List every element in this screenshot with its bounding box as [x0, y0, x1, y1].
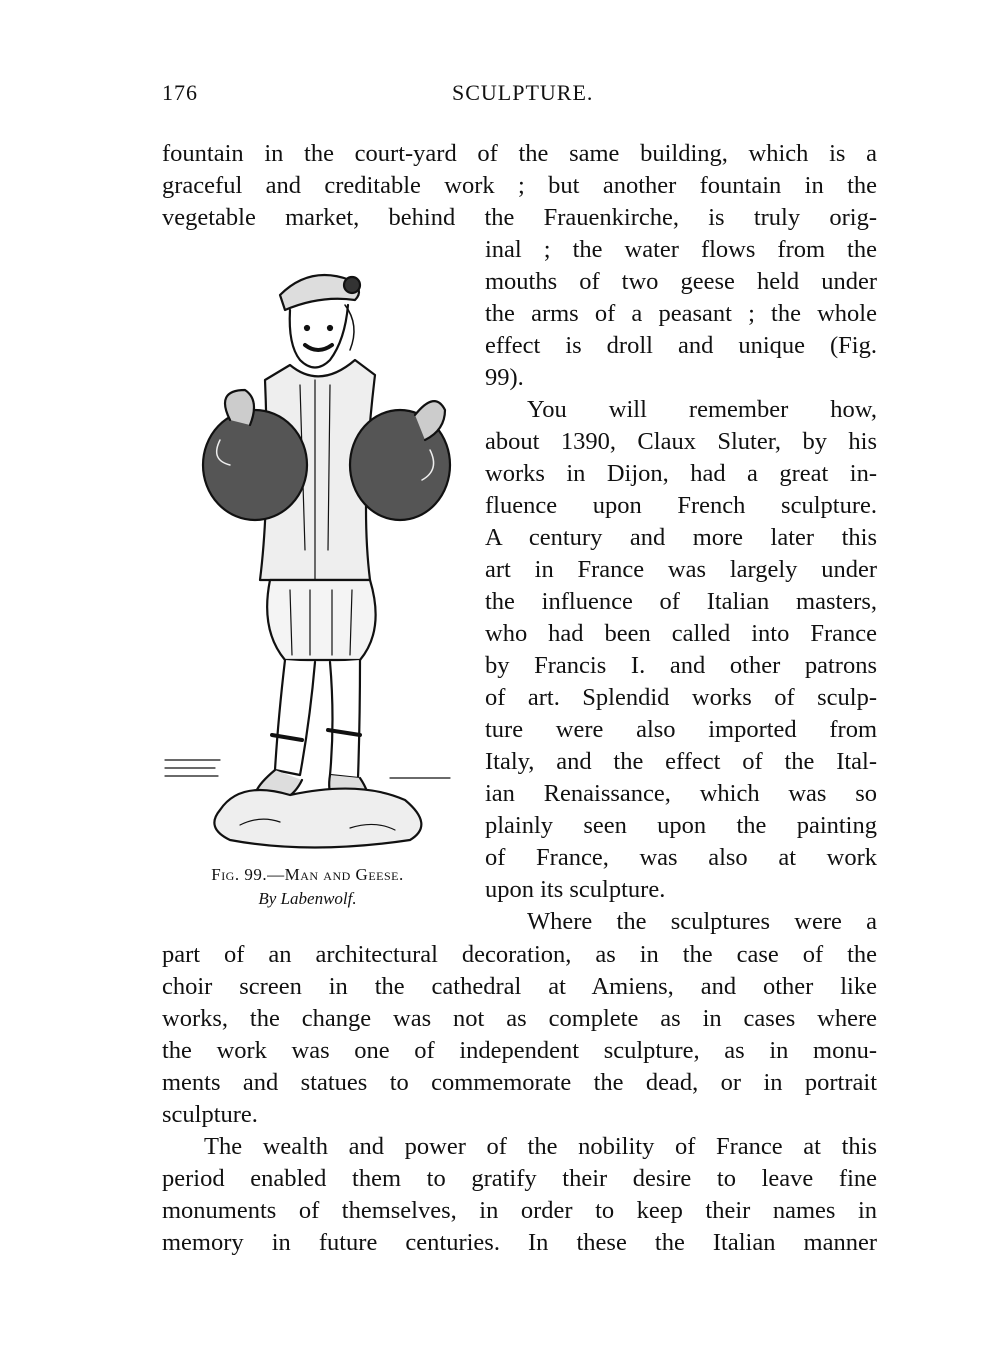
text-line: sculpture. [162, 1101, 258, 1128]
text-line: of art. Splendid works of sculp- [485, 684, 877, 711]
paragraph-column [485, 234, 877, 938]
text-line: upon its sculpture. [485, 876, 666, 903]
text-line: part of an architectural decoration, as in the case of the [162, 941, 877, 968]
text-line: graceful and creditable work ; but another fountain in the [162, 172, 877, 199]
text-line: mouths of two geese held under [485, 268, 877, 295]
text-line: ian Renaissance, which was so [485, 780, 877, 807]
text-line: A century and more later this [485, 524, 877, 551]
text-line: art in France was largely under [485, 556, 877, 583]
text-line: Italy, and the effect of the Ital- [485, 748, 877, 775]
paragraph-bottom [162, 939, 877, 1259]
caption-title: Fig. 99.—Man and Geese. [211, 865, 404, 884]
text-line: fountain in the court-yard of the same building, which is a [162, 140, 877, 167]
text-line: by Francis I. and other patrons [485, 652, 877, 679]
text-line: vegetable market, behind the Frauenkirche, is truly orig- [162, 204, 877, 231]
text-line: inal ; the water flows from the [485, 236, 877, 263]
figure-man-and-geese [160, 250, 455, 850]
text-line: the influence of Italian masters, [485, 588, 877, 615]
text-line: monuments of themselves, in order to keep their names in [162, 1197, 877, 1224]
text-line: choir screen in the cathedral at Amiens, and other like [162, 973, 877, 1000]
text-line: memory in future centuries. In these the Italian manner [162, 1229, 877, 1256]
text-line: 99). [485, 364, 524, 391]
page-number: 176 [162, 80, 198, 105]
text-line: The wealth and power of the nobility of France at this [204, 1133, 877, 1160]
paragraph-top [162, 138, 877, 234]
text-line: about 1390, Claux Sluter, by his [485, 428, 877, 455]
caption-credit: By Labenwolf. [258, 889, 357, 908]
text-line: who had been called into France [485, 620, 877, 647]
running-head: SCULPTURE. [452, 80, 594, 105]
text-line: You will remember how, [527, 396, 877, 423]
text-line: of France, was also at work [485, 844, 877, 871]
text-line: works, the change was not as complete as in cases where [162, 1005, 877, 1032]
text-line: period enabled them to gratify their desire to leave fine [162, 1165, 877, 1192]
figure-caption [160, 863, 455, 911]
text-line: ture were also imported from [485, 716, 877, 743]
text-line: works in Dijon, had a great in- [485, 460, 877, 487]
text-line: ments and statues to commemorate the dead, or in portrait [162, 1069, 877, 1096]
text-line: fluence upon French sculpture. [485, 492, 877, 519]
text-line: Where the sculptures were a [527, 908, 877, 935]
text-line: plainly seen upon the painting [485, 812, 877, 839]
text-line: effect is droll and unique (Fig. [485, 332, 877, 359]
text-line: the work was one of independent sculpture, as in monu- [162, 1037, 877, 1064]
text-line: the arms of a peasant ; the whole [485, 300, 877, 327]
